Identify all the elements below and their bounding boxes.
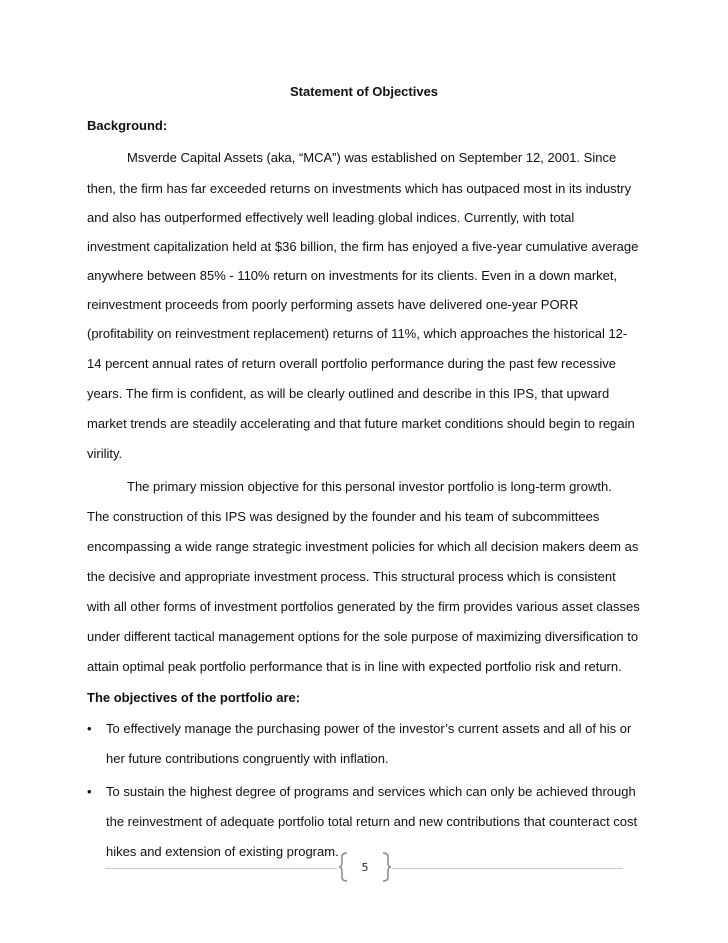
list-item-line: her future contributions congruently with inflation. xyxy=(106,751,389,766)
list-item-line: the reinvestment of adequate portfolio total return and new contributions that counteract cost xyxy=(106,814,638,829)
paragraph-line: reinvestment proceeds from poorly performing assets have delivered one-year PORR xyxy=(87,297,579,312)
footer-rule-right xyxy=(392,868,623,869)
paragraph-line: Msverde Capital Assets (aka, “MCA”) was established on September 12, 2001. Since xyxy=(127,150,617,165)
list-item-line: To effectively manage the purchasing power of the investor’s current assets and all of his or xyxy=(106,721,632,736)
paragraph-line: market trends are steadily accelerating and that future market conditions should begin to regain xyxy=(87,416,635,431)
footer-rule-left xyxy=(105,868,337,869)
paragraph-line: and also has outperformed effectively well leading global indices. Currently, with total xyxy=(87,210,575,225)
list-item-line: hikes and extension of existing program. xyxy=(106,844,339,859)
paragraph-line: The primary mission objective for this personal investor portfolio is long-term growth. xyxy=(127,479,612,494)
paragraph-line: with all other forms of investment portfolios generated by the firm provides various asset classes xyxy=(87,599,640,614)
paragraph-line: attain optimal peak portfolio performance that is in line with expected portfolio risk and return. xyxy=(87,659,622,674)
paragraph-line: the decisive and appropriate investment process. This structural process which is consistent xyxy=(87,569,616,584)
paragraph-line: under different tactical management options for the sole purpose of maximizing diversification to xyxy=(87,629,639,644)
objectives-heading: The objectives of the portfolio are: xyxy=(87,690,301,705)
paragraph-line: investment capitalization held at $36 billion, the firm has enjoyed a five-year cumulative average xyxy=(87,239,639,254)
paragraph-line: years. The firm is confident, as will be clearly outlined and describe in this IPS, that upward xyxy=(87,386,610,401)
paragraph-line: encompassing a wide range strategic investment policies for which all decision makers deem as xyxy=(87,539,639,554)
bullet-icon: • xyxy=(87,784,92,799)
paragraph-line: virility. xyxy=(87,446,123,461)
page-title: Statement of Objectives xyxy=(289,84,439,99)
page-number-badge xyxy=(339,852,391,882)
paragraph-line: (profitability on reinvestment replacement) returns of 11%, which approaches the historical 12- xyxy=(87,326,628,341)
background-heading: Background: xyxy=(87,118,168,133)
paragraph-line: 14 percent annual rates of return overall portfolio performance during the past few recessive xyxy=(87,356,616,371)
paragraph-line: The construction of this IPS was designed by the founder and his team of subcommittees xyxy=(87,509,600,524)
paragraph-line: then, the firm has far exceeded returns on investments which has outpaced most in its industry xyxy=(87,181,632,196)
paragraph-line: anywhere between 85% - 110% return on investments for its clients. Even in a down market, xyxy=(87,268,618,283)
bullet-icon: • xyxy=(87,721,92,736)
list-item-line: To sustain the highest degree of programs and services which can only be achieved through xyxy=(106,784,636,799)
page-number: 5 xyxy=(361,861,369,874)
